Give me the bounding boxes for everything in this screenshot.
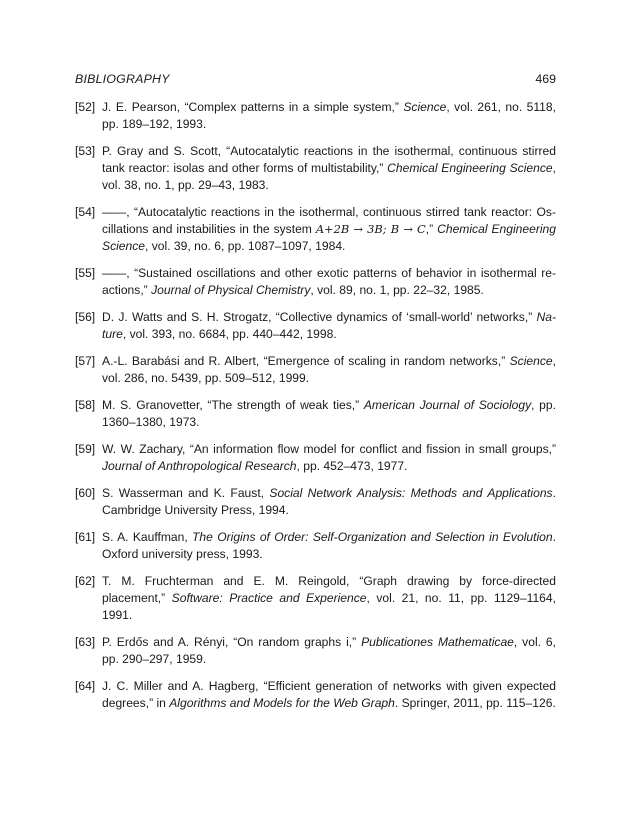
reference-number: [58] bbox=[75, 398, 96, 412]
reference-venue: Science bbox=[509, 354, 553, 368]
reference-segment: , vol. 21, no. 11, pp. 1129–1164, 1991. bbox=[102, 591, 556, 622]
reference-segment: . Springer, 2011, pp. 115–126. bbox=[394, 696, 556, 710]
reference-segment: S. Wasserman and K. Faust, bbox=[102, 486, 270, 500]
reference-item bbox=[75, 204, 556, 255]
reference-text bbox=[102, 309, 556, 343]
reference-text bbox=[102, 529, 556, 563]
reference-item bbox=[75, 353, 556, 387]
reference-venue: Nature bbox=[102, 310, 556, 341]
page-header bbox=[75, 72, 556, 86]
reference-text bbox=[102, 441, 556, 475]
reference-text bbox=[102, 265, 556, 299]
reference-item bbox=[75, 309, 556, 343]
reference-number: [56] bbox=[75, 310, 96, 324]
reference-text bbox=[102, 485, 556, 519]
reference-item bbox=[75, 573, 556, 624]
reference-text bbox=[102, 634, 556, 668]
reference-segment: . Oxford university press, 1993. bbox=[102, 530, 556, 561]
reference-item bbox=[75, 441, 556, 475]
reference-number: [63] bbox=[75, 635, 96, 649]
reference-item bbox=[75, 397, 556, 431]
reference-venue: Publicationes Mathematicae bbox=[361, 635, 514, 649]
reference-venue: The Origins of Order: Self-Organization and Selection in Evolution bbox=[192, 530, 553, 544]
reference-venue: Social Network Analysis: Methods and Applications bbox=[269, 486, 553, 500]
reference-text bbox=[102, 204, 556, 255]
running-title: BIBLIOGRAPHY bbox=[75, 72, 170, 86]
reference-segment: ,” bbox=[425, 222, 438, 236]
page bbox=[75, 72, 556, 722]
reference-venue: Journal of Physical Chemistry bbox=[151, 283, 311, 297]
reference-segment: , vol. 261, no. 5118, pp. 189–192, 1993. bbox=[102, 100, 556, 131]
reference-math: A+2B → 3B; B → C bbox=[315, 222, 426, 236]
reference-segment: D. J. Watts and S. H. Strogatz, “Collective dynamics of ‘small-world’ networks,” bbox=[102, 310, 537, 324]
reference-segment: ——, “Autocatalytic reactions in the isothermal, continuous stirred tank reactor: Oscillations and instabilities in the system bbox=[102, 205, 556, 236]
reference-number: [55] bbox=[75, 266, 96, 280]
reference-segment: M. S. Granovetter, “The strength of weak ties,” bbox=[102, 398, 364, 412]
reference-item bbox=[75, 485, 556, 519]
reference-number: [62] bbox=[75, 574, 96, 588]
reference-segment: J. E. Pearson, “Complex patterns in a simple system,” bbox=[102, 100, 404, 114]
reference-segment: . Cambridge University Press, 1994. bbox=[102, 486, 556, 517]
reference-segment: , pp. 1360–1380, 1973. bbox=[102, 398, 556, 429]
reference-number: [53] bbox=[75, 144, 96, 158]
reference-segment: S. A. Kauffman, bbox=[102, 530, 193, 544]
reference-list bbox=[75, 99, 556, 712]
reference-number: [57] bbox=[75, 354, 96, 368]
reference-text bbox=[102, 678, 556, 712]
reference-segment: W. W. Zachary, “An information flow model for conflict and fission in small groups,” bbox=[102, 442, 556, 456]
reference-segment: , vol. 6, pp. 290–297, 1959. bbox=[102, 635, 556, 666]
reference-text bbox=[102, 353, 556, 387]
reference-text bbox=[102, 143, 556, 194]
reference-segment: , vol. 39, no. 6, pp. 1087–1097, 1984. bbox=[145, 239, 346, 253]
reference-venue: American Journal of Sociology bbox=[363, 398, 532, 412]
reference-venue: Chemical Engineering Science bbox=[387, 161, 553, 175]
reference-venue: Chemical Engineering Science bbox=[102, 222, 556, 253]
reference-segment: P. Gray and S. Scott, “Autocatalytic reactions in the isothermal, continuous stirred tank reactor: isolas and other forms of multistability,” bbox=[102, 144, 556, 175]
reference-segment: T. M. Fruchterman and E. M. Reingold, “Graph drawing by force-directed placement,” bbox=[102, 574, 556, 605]
reference-segment: , vol. 286, no. 5439, pp. 509–512, 1999. bbox=[102, 354, 556, 385]
reference-number: [64] bbox=[75, 679, 96, 693]
reference-segment: , vol. 38, no. 1, pp. 29–43, 1983. bbox=[102, 161, 557, 192]
reference-item bbox=[75, 634, 556, 668]
reference-item bbox=[75, 265, 556, 299]
reference-number: [54] bbox=[75, 205, 96, 219]
reference-segment: J. C. Miller and A. Hagberg, “Efficient generation of networks with given expected degrees,” in bbox=[102, 679, 556, 710]
reference-number: [52] bbox=[75, 100, 96, 114]
page-number: 469 bbox=[535, 72, 556, 86]
reference-text bbox=[102, 573, 556, 624]
reference-segment: , pp. 452–473, 1977. bbox=[296, 459, 408, 473]
reference-text bbox=[102, 99, 556, 133]
reference-text bbox=[102, 397, 556, 431]
reference-number: [60] bbox=[75, 486, 96, 500]
reference-segment: ——, “Sustained oscillations and other exotic patterns of behavior in isothermal reactions,” bbox=[102, 266, 556, 297]
reference-venue: Software: Practice and Experience bbox=[171, 591, 367, 605]
reference-venue: Journal of Anthropological Research bbox=[102, 459, 297, 473]
reference-venue: Science bbox=[403, 100, 447, 114]
reference-item bbox=[75, 99, 556, 133]
reference-item bbox=[75, 678, 556, 712]
reference-segment: , vol. 89, no. 1, pp. 22–32, 1985. bbox=[310, 283, 484, 297]
reference-number: [59] bbox=[75, 442, 96, 456]
reference-item bbox=[75, 529, 556, 563]
reference-number: [61] bbox=[75, 530, 96, 544]
reference-segment: P. Erdős and A. Rényi, “On random graphs i,” bbox=[102, 635, 362, 649]
reference-segment: , vol. 393, no. 6684, pp. 440–442, 1998. bbox=[122, 327, 337, 341]
reference-segment: A.-L. Barabási and R. Albert, “Emergence of scaling in random networks,” bbox=[102, 354, 510, 368]
reference-item bbox=[75, 143, 556, 194]
reference-venue: Algorithms and Models for the Web Graph bbox=[169, 696, 395, 710]
